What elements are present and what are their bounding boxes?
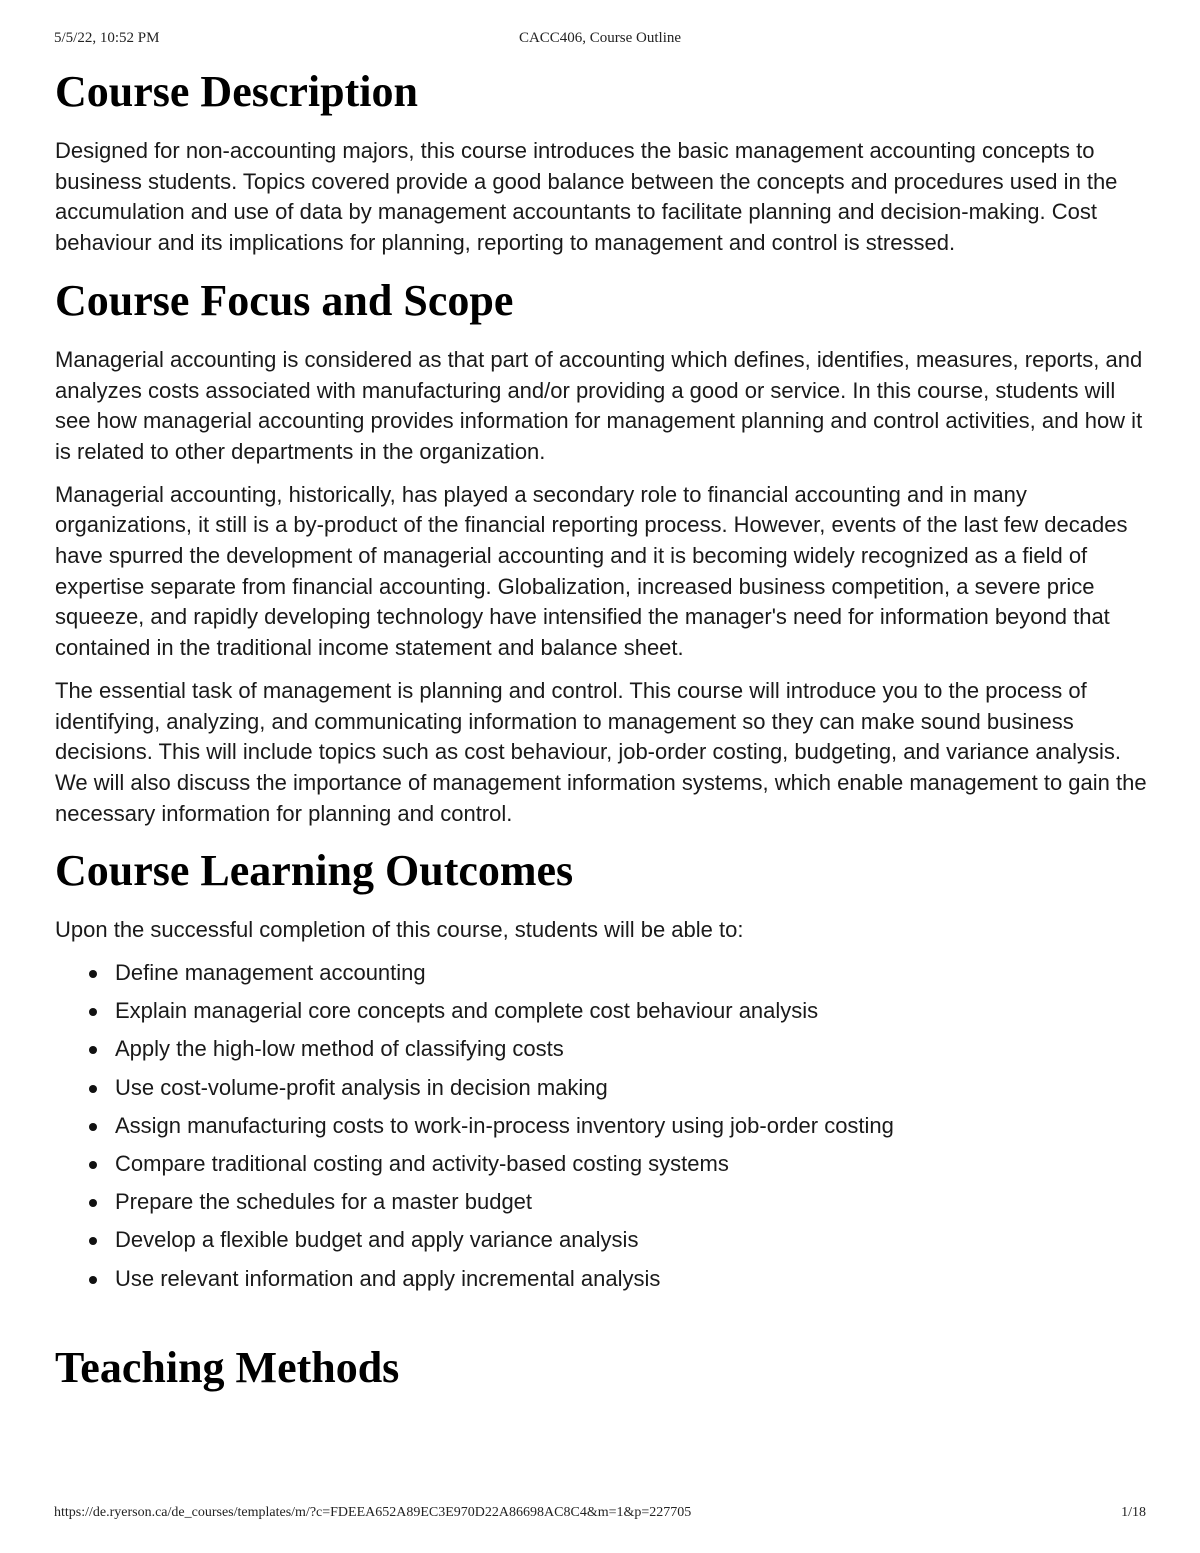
print-footer bbox=[54, 1505, 1146, 1525]
course-focus-paragraph-3: The essential task of management is planning and control. This course will introduce you to the process of identifying, analyzing, and communicating information to management so they can make sound business decisions. This will include topics such as cost behaviour, job-order costing, budgeting, and variance analysis. We will also discuss the importance of management information systems, which enable management to gain the necessary information for planning and control. bbox=[55, 677, 1147, 826]
print-datetime: 5/5/22, 10:52 PM bbox=[54, 30, 160, 46]
teaching-methods-section bbox=[55, 1338, 1147, 1398]
list-item bbox=[115, 1225, 1147, 1255]
list-item-text: Compare traditional costing and activity-based costing systems bbox=[115, 1151, 729, 1176]
list-item bbox=[115, 1264, 1147, 1294]
list-item bbox=[115, 1034, 1147, 1064]
list-item-text: Use relevant information and apply incremental analysis bbox=[115, 1265, 661, 1291]
list-item-text: Prepare the schedules for a master budget bbox=[115, 1189, 533, 1215]
list-item-text: Define management accounting bbox=[115, 960, 426, 986]
list-item bbox=[115, 958, 1147, 988]
bullet-icon bbox=[89, 1199, 97, 1207]
course-focus-paragraph-1: Managerial accounting is considered as that part of accounting which defines, identifies, measures, reports, and analyzes costs associated with manufacturing and/or providing a good or service. In this course, students will see how managerial accounting provides information for management planning and control activities, and how it is related to other departments in the organization. bbox=[55, 346, 1143, 464]
course-focus-paragraph-2: Managerial accounting, historically, has played a secondary role to financial accounting and in many organizations, it still is a by-product of the financial reporting process. However, events of the last few decades have spurred the development of managerial accounting and it is becoming widely recognized as a field of expertise separate from financial accounting. Globalization, increased business competition, a severe price squeeze, and rapidly developing technology have intensified the manager's need for information beyond that contained in the traditional income statement and balance sheet. bbox=[55, 481, 1128, 661]
bullet-icon bbox=[89, 1161, 97, 1169]
print-title: CACC406, Course Outline bbox=[518, 30, 682, 46]
learning-outcomes-list bbox=[55, 958, 1147, 1294]
document-content bbox=[55, 62, 1147, 1412]
print-header bbox=[54, 30, 1146, 50]
course-description-heading: Course Description bbox=[55, 67, 418, 116]
list-item-text: Apply the high-low method of classifying costs bbox=[115, 1036, 564, 1062]
course-description-section bbox=[55, 62, 1147, 259]
list-item-text: Use cost-volume-profit analysis in decision making bbox=[115, 1074, 608, 1100]
list-item-text: Assign manufacturing costs to work-in-process inventory using job-order costing bbox=[115, 1112, 894, 1138]
list-item bbox=[115, 1111, 1147, 1141]
list-item-text: Develop a flexible budget and apply variance analysis bbox=[115, 1227, 639, 1253]
learning-outcomes-section bbox=[55, 841, 1147, 1293]
list-item bbox=[115, 1149, 1147, 1179]
list-item bbox=[115, 996, 1147, 1026]
bullet-icon bbox=[89, 1008, 97, 1016]
list-item bbox=[115, 1073, 1147, 1103]
teaching-methods-heading: Teaching Methods bbox=[55, 1342, 400, 1392]
bullet-icon bbox=[89, 1123, 97, 1131]
list-item-text: Explain managerial core concepts and complete cost behaviour analysis bbox=[115, 998, 819, 1024]
bullet-icon bbox=[89, 1276, 97, 1284]
print-page-number: 1/18 bbox=[1121, 1505, 1146, 1520]
course-description-paragraph: Designed for non-accounting majors, this course introduces the basic management accounting concepts to business students. Topics covered provide a good balance between the concepts and procedures used in the accumulation and use of data by management accountants to facilitate planning and decision-making. Cost behaviour and its implications for planning, reporting to management and control is stressed. bbox=[55, 138, 1118, 256]
bullet-icon bbox=[89, 1046, 97, 1054]
bullet-icon bbox=[89, 1085, 97, 1093]
course-focus-section bbox=[55, 271, 1147, 830]
learning-outcomes-heading: Course Learning Outcomes bbox=[55, 846, 574, 896]
list-item bbox=[115, 1187, 1147, 1217]
course-focus-heading: Course Focus and Scope bbox=[55, 275, 514, 325]
bullet-icon bbox=[89, 970, 97, 978]
learning-outcomes-intro: Upon the successful completion of this course, students will be able to: bbox=[55, 917, 744, 943]
bullet-icon bbox=[89, 1237, 97, 1245]
print-url: https://de.ryerson.ca/de_courses/templates/m/?c=FDEEA652A89EC3E970D22A86698AC8C4&m=1&p=227705 bbox=[54, 1505, 692, 1520]
